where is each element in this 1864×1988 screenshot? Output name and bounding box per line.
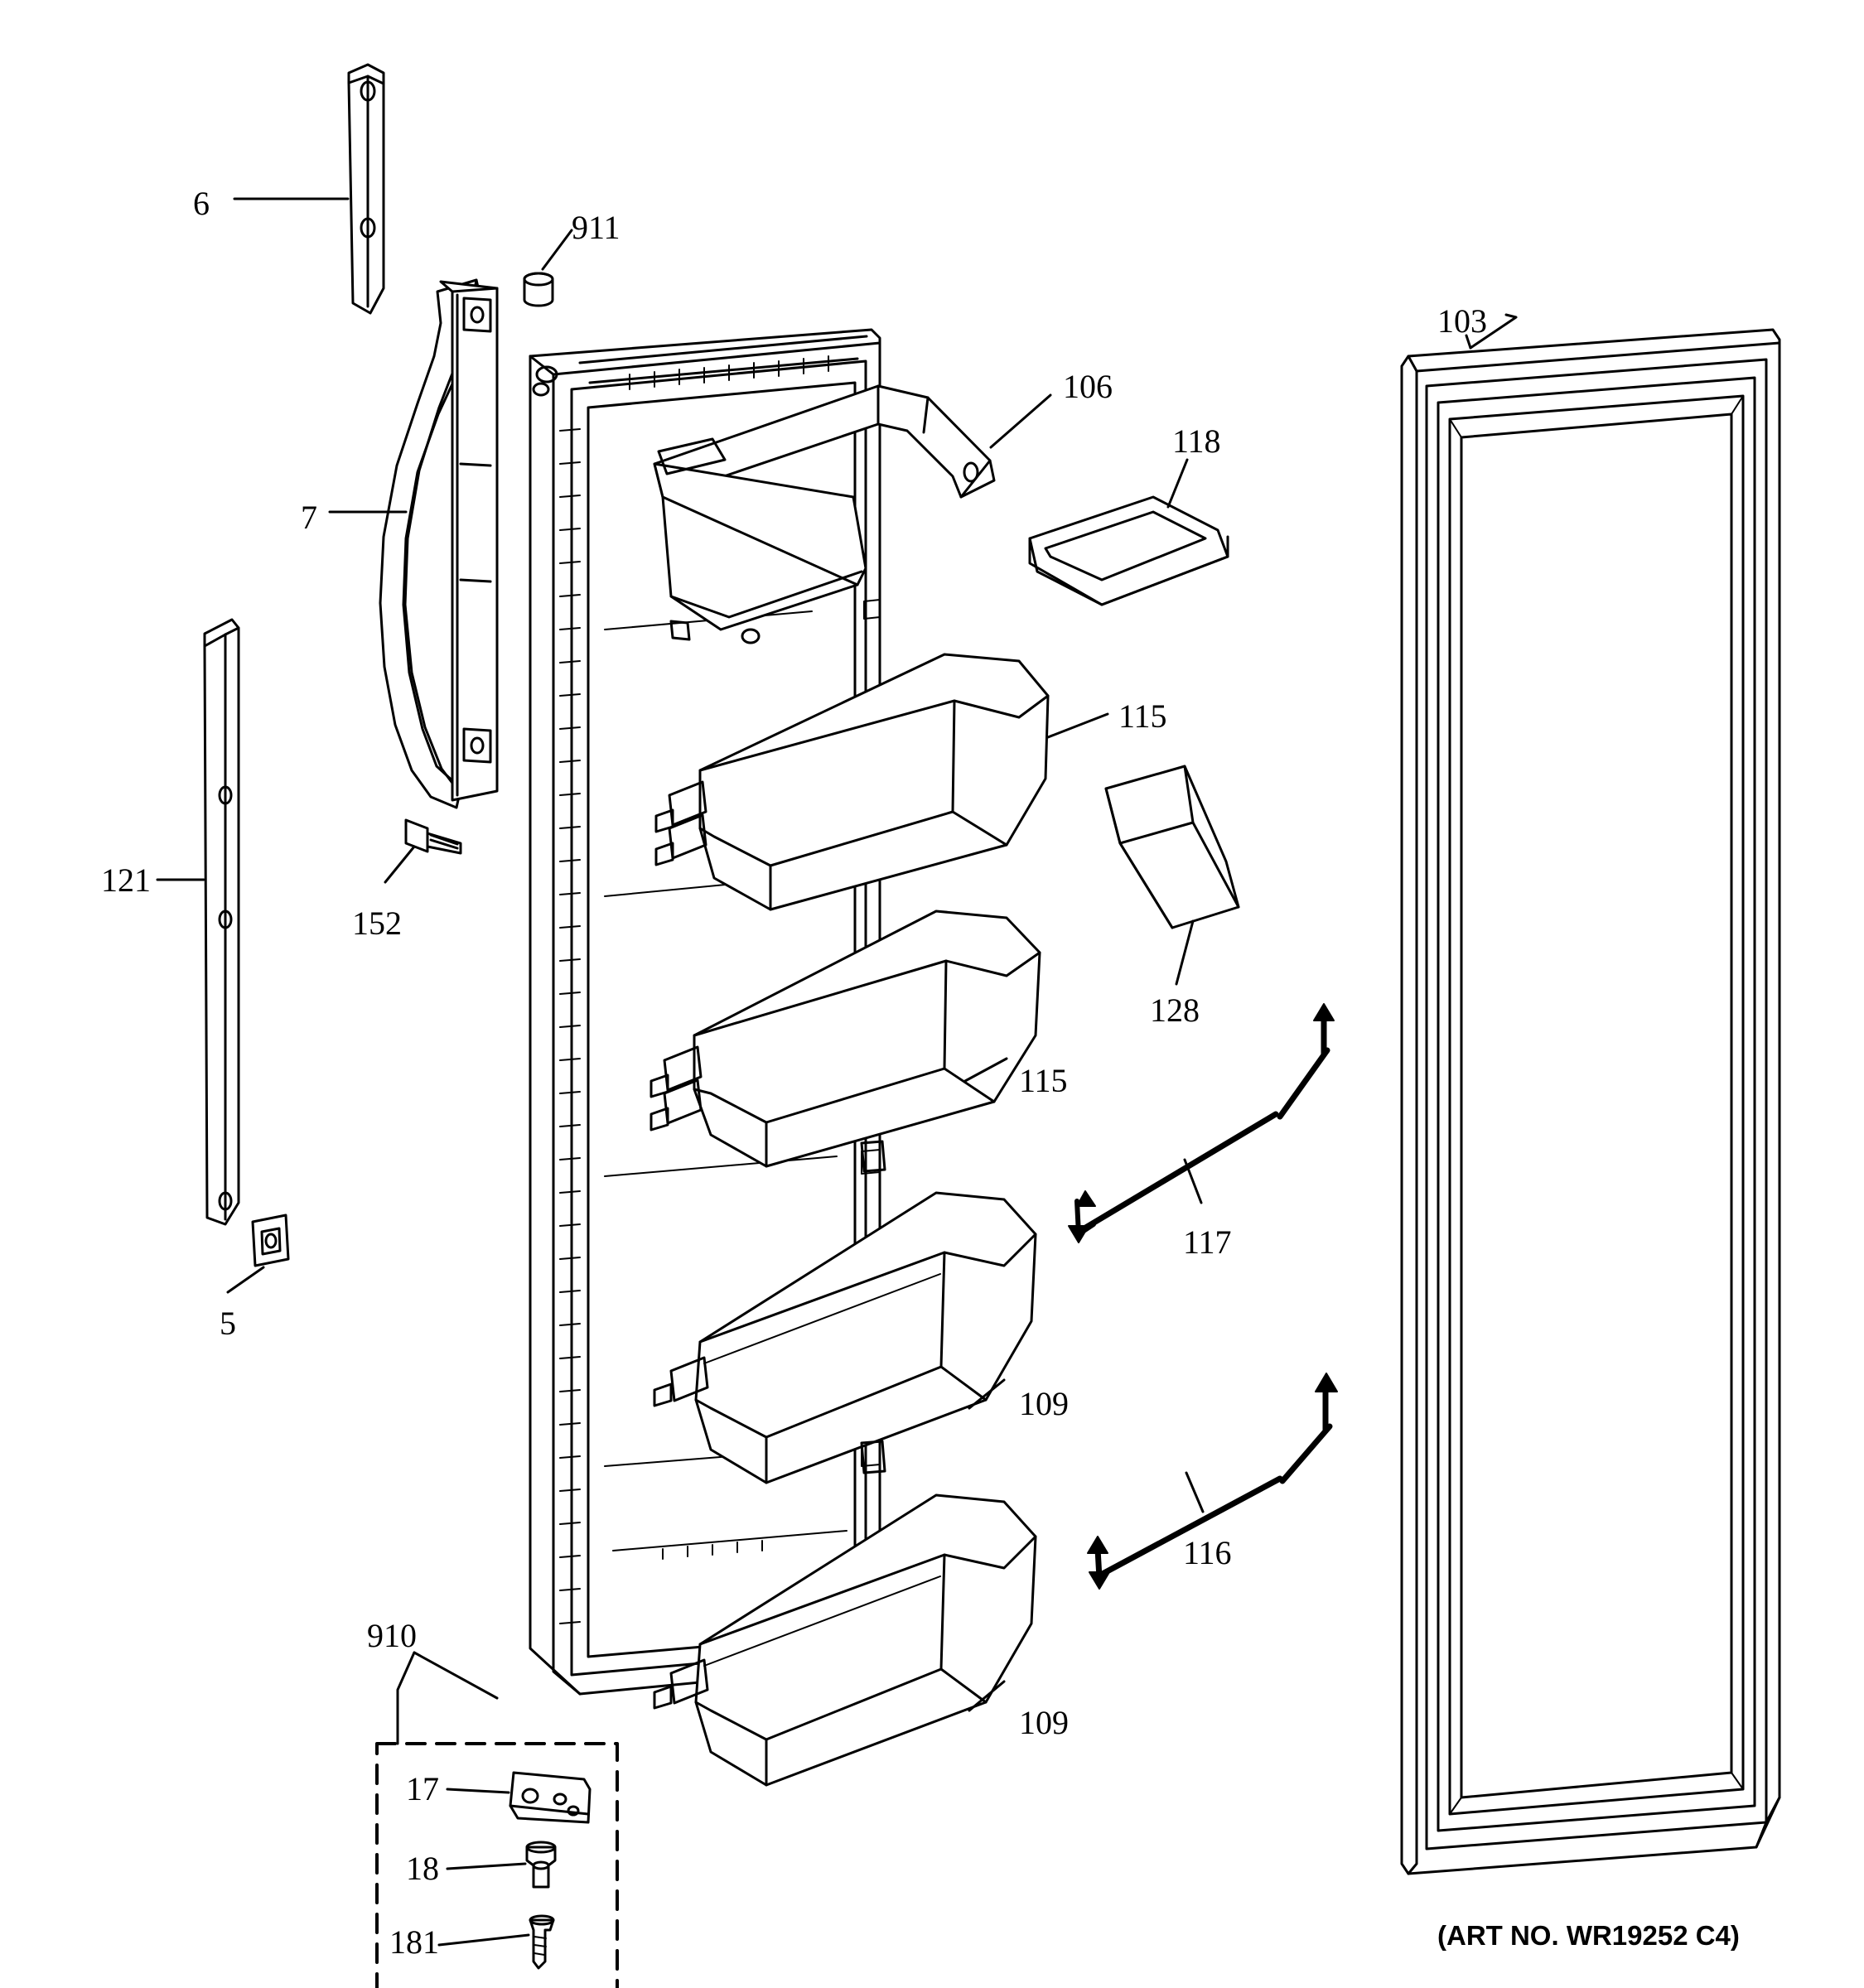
- part-shelf-divider: [1106, 766, 1239, 928]
- callout-106: 106: [1063, 368, 1113, 405]
- part-cap-plug: [524, 273, 553, 306]
- part-vertical-trim: [205, 620, 239, 1224]
- part-door-gasket: [1402, 330, 1779, 1874]
- callout-121: 121: [101, 861, 151, 899]
- part-egg-tray: [1030, 497, 1228, 605]
- callout-6: 6: [193, 185, 210, 222]
- callout-911: 911: [572, 209, 621, 246]
- callout-18: 18: [406, 1850, 439, 1887]
- part-trim-clip: [253, 1215, 288, 1266]
- callout-128: 128: [1150, 992, 1200, 1029]
- callout-109-lower: 109: [1019, 1704, 1069, 1741]
- part-door-trim-strip: [349, 65, 384, 313]
- callout-910: 910: [367, 1617, 417, 1654]
- callout-17: 17: [406, 1770, 439, 1807]
- art-number-label: (ART NO. WR19252 C4): [1437, 1920, 1740, 1951]
- callout-118: 118: [1172, 422, 1221, 460]
- part-hinge-pin: [527, 1842, 555, 1887]
- callout-7: 7: [301, 499, 317, 536]
- callout-5: 5: [220, 1305, 236, 1342]
- callout-117: 117: [1183, 1223, 1232, 1261]
- part-hinge-plate: [510, 1773, 590, 1822]
- callout-181: 181: [389, 1923, 439, 1961]
- part-door-handle: [380, 280, 497, 808]
- callout-103: 103: [1437, 302, 1487, 340]
- part-hinge-screw: [530, 1916, 553, 1968]
- callout-109-upper: 109: [1019, 1385, 1069, 1422]
- callout-115-upper: 115: [1118, 697, 1167, 735]
- callout-116: 116: [1183, 1534, 1232, 1571]
- callout-152: 152: [352, 905, 402, 942]
- callout-115-lower: 115: [1019, 1062, 1068, 1099]
- part-retainer-bar-long: [1069, 1004, 1334, 1242]
